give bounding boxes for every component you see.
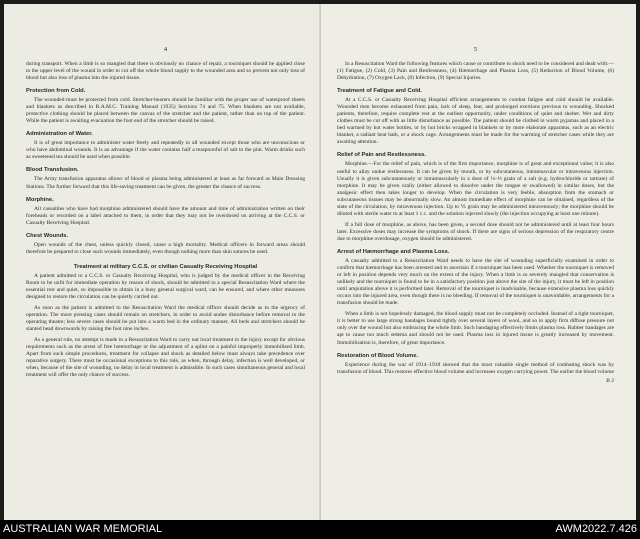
paragraph: Morphine.—For the relief of pain, which is of the first importance, morphine is of great and exceptional value; it is also useful to allay undue restlessness. It can be given by mouth, or by subcutaneous, intramuscular or intravenous injection. Usually it is given subcutaneously or intramuscularly in a dose of ¼–⅓ grain of a salt (e.g. hydrochloride or tartrate) of morphine. It may be given orally (either allowed to dissolve under the tongue or swallowed) in similar doses, but the analgesic effect then takes longer to develop. When the circulation is very feeble, absorption from the stomach or subcutaneous tissues may be abnormally slow. An almost immediate effect of morphine can be obtained, regardless of the state of the circulation, by intravenous injection. Up to ⅙ grain may be administered intravenously; the morphine should be diluted with sterile water to at least 1 c.c. and the solution injected slowly (the injection occupying at least one minute). [337, 161, 614, 217]
paragraph: A patient admitted to a C.C.S. or Casualty Receiving Hospital, who is judged by the medical officer in the Receiving Room to be unfit for immediate operation by reason of shock, should be admitted to a special Resuscitation Ward where the essential rest and quiet, so impossible to obtain in a busy general surgical ward, can be ensured, and where other measures designed to restore the circulation can be quietly carried out. [26, 272, 305, 300]
section-heading: Relief of Pain and Restlessness. [337, 152, 426, 159]
paragraph: At a C.C.S. or Casualty Receiving Hospital efficient arrangements to combat fatigue and cold should be available. Wounded men become exhausted from pain, lack of sleep, fear, and prolonged exertions previous to wounding. Shocked patients, therefore, require complete rest at the earliest opportunity, under conditions of quiet and shelter. Wet and dirty clothes must be cut off with as little disturbance as possible. The patient should be clothed in warm pyjamas and placed in a bed warmed by hot water bottles, or by hot bricks wrapped in blankets or by more elaborate apparatus, such as an electric blanket, a radiant heat bath, or a shock cage. Arrangements must be made for the warming of stretcher cases while they are awaiting attention. [337, 97, 614, 146]
paragraph: When a limb is not hopelessly damaged, the blood supply must not be completely occluded. Instead of a tight tourniquet, it is better to use large strong bandages bound tightly over several layers of wool, and so to apply firm diffuse pressure not only over the wound but also embracing the whole limb. Such bandaging effectively limits plasma loss. Rubber bandages are apt to cause too much œdema and should not be used. Plasma loss in injured tissue is greatly increased by movement. Immobilisation is, therefore, of great importance. [337, 311, 614, 346]
reference-label: AWM2022.7.426 [555, 523, 637, 535]
paragraph: A casualty admitted to a Resuscitation Ward needs to have the site of wounding superficially examined in order to confirm that hæmorrhage has been arrested and to ascertain if a tourniquet has been used. Whether the tourniquet is removed or left in position depends very much on the extent of the injury. When a limb is so severely mangled that conservation is unlikely and the tourniquet is found to be in a satisfactory position just above the site of the injury, it must be left in position until amputation above it is performed later. Removal of the tourniquet is inadvisable, because extensive plasma loss quickly occurs into the injured area, even though there is no bleeding. If removal of the tourniquet is unavoidable, arrangements for a transfusion should be made. [337, 257, 614, 307]
section-heading: Protection from Cold. [26, 88, 86, 95]
paragraph: All casualties who have had morphine administered should have the amount and time of administration written on their foreheads or recorded on a label attached to them, in order that they may not be overdosed on arriving at the C.C.S. or Casualty Receiving Hospital. [26, 205, 305, 226]
paragraph: Open wounds of the chest, unless quickly closed, cause a high mortality. Medical officers in forward areas should therefore be prepared to close such wounds immediately, even though nothing more than skin sutures be used. [26, 241, 305, 255]
right-page [320, 4, 636, 520]
paragraph: The wounded must be protected from cold. Stretcher-bearers should be familiar with the proper use of waterproof sheets and blankets as described in R.A.M.C. Training Manual (1935) Sections 74 and 75. When blankets are not available, protective clothing should be placed between the canvas of the stretcher and the patient, rather than on top of the patient. While the patient is awaiting evacuation the foot end of the stretcher should be raised. [26, 97, 305, 125]
section-heading: Treatment of Fatigue and Cold. [337, 88, 423, 95]
left-page [4, 4, 320, 520]
paragraph: As a general rule, no attempt is made in a Resuscitation Ward to carry out local treatment to the injury except for obvious requirements such as the arrest of free hæmorrhage or the adjustment of a splint on a painful improperly immobilised limb. Apart from such simple procedures, treatment for collapse and shock as detailed below must always take precedence over reparative surgery. There must be occasional exceptions to this rule, as when, through delay, infection is well developed, or when, because of the site of wounding, no delay in local treatment is admissible. In such cases simultaneous general and local treatment will offer the only chance of success. [26, 337, 305, 379]
section-heading: Arrest of Hæmorrhage and Plasma Loss. [337, 248, 450, 255]
section-heading: Administration of Water. [26, 131, 93, 138]
page-number: 5 [473, 46, 478, 53]
book-spread [4, 4, 636, 520]
paragraph: during transport. When a limb is so mangled that there is obviously no chance of repair, a tourniquet should be applied close to the upper level of the wound in order to cut off the whole blood supply to the wounded area and so prevent not only loss of blood but also loss of plasma into the injured tissue. [26, 61, 305, 82]
section-heading: Blood Transfusion. [26, 167, 79, 174]
paragraph: It is of great importance to administer water freely and repeatedly to all wounded except those who are unconscious or who have abdominal wounds. It is an advantage if the water contains half a teaspoonful of salt to the pint. Warm drinks such as sweetened tea should be used when possible. [26, 140, 305, 161]
paragraph: Experience during the war of 1914–1918 showed that the most valuable single method of combating shock was by transfusion of blood. This restores effective blood volume and increases oxygen carrying power. The earlier the blood volume [337, 361, 614, 375]
page-number: 4 [163, 46, 168, 53]
paragraph: As soon as the patient is admitted to the Resuscitation Ward the medical officer should decide as to the urgency of operation. The more pressing cases should remain on stretchers, in order to avoid undue disturbance before removal to the operating theatre; less severe cases should be put into a warm bed in the ordinary manner. All beds and stretchers should be slanted head downwards by raising the foot nine inches. [26, 304, 305, 333]
footer-bar [0, 520, 640, 539]
paragraph: In a Resuscitation Ward the following features which cause or contribute to shock need to be considered and dealt with:—(1) Fatigue, (2) Cold, (3) Pain and Restlessness, (4) Hæmorrhage and Plasma Loss, (5) Reduction of Blood Volume, (6) Dehydration, (7) Oxygen Lack, (8) Infection, (9) Special Injuries. [337, 61, 614, 82]
section-heading: Restoration of Blood Volume. [337, 352, 419, 359]
signature-mark: B 2 [606, 377, 614, 384]
section-heading: Morphine. [26, 196, 54, 203]
institution-label: AUSTRALIAN WAR MEMORIAL [3, 523, 163, 535]
section-heading: Chest Wounds. [26, 232, 69, 239]
paragraph: The Army transfusion apparatus allows of blood or plasma being administered at least as far forward as Main Dressing Stations. The further forward that this life-saving treatment can be given, the greater the chance of success. [26, 176, 305, 190]
section-heading: Treatment at military C.C.S. or civilian Casualty Receiving Hospital [73, 263, 258, 270]
paragraph: If a full dose of morphine, as above, has been given, a second dose should not be administered until at least four hours later. Excessive doses may increase the symptoms of shock. If there are signs of serious depression of the respiratory centre due to morphine overdosage, oxygen should be administered. [337, 221, 614, 242]
